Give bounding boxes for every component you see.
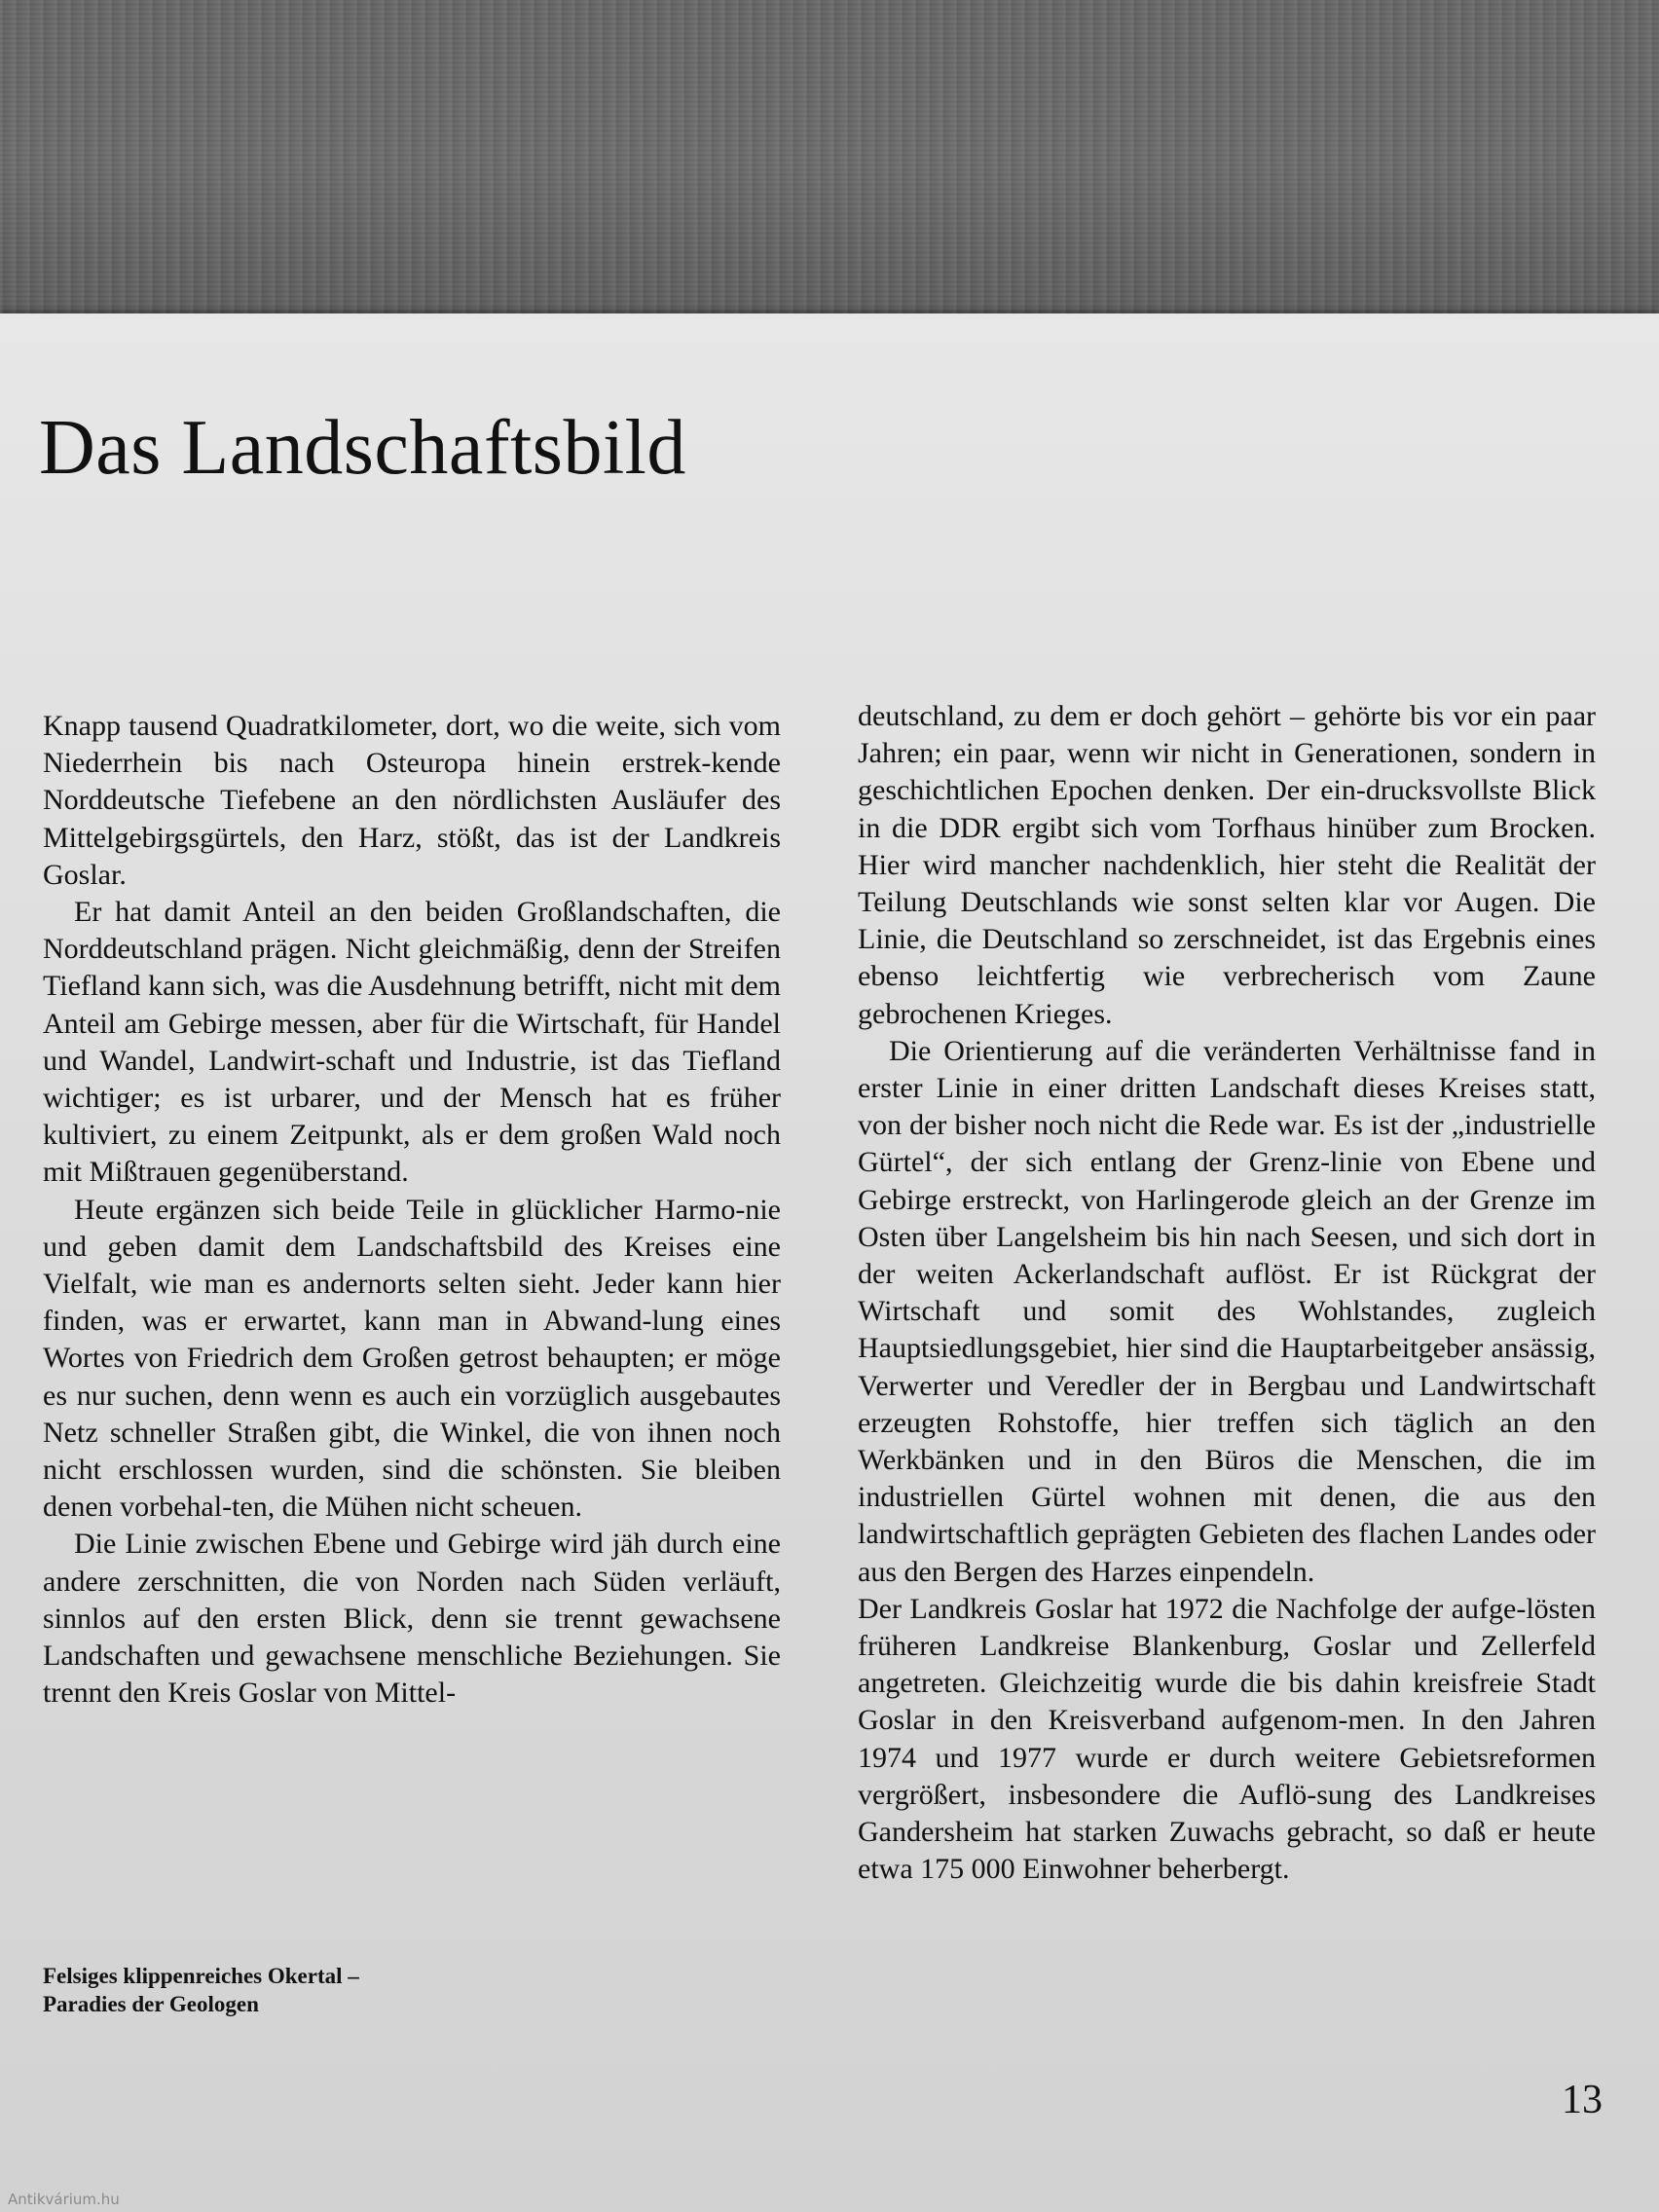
page-title: Das Landschaftsbild (39, 405, 686, 491)
paragraph: Er hat damit Anteil an den beiden Großlandschaften, die Norddeutschland prägen. Nicht gleichmäßig, denn der Streifen Tiefland kann sich, was die Ausdehnung betrifft, nicht mit dem Anteil am Gebirge messen, aber für die Wirtschaft, für Handel und Wandel, Landwirt-schaft und Industrie, ist das Tiefland wichtiger; es ist urbarer, und der Mensch hat es früher kultiviert, zu einem Zeitpunkt, als er dem großen Wald noch mit Mißtrauen gegenüberstand. (43, 896, 781, 1189)
background-surface (0, 0, 1659, 321)
caption-line: Felsiges klippenreiches Okertal – (43, 1964, 359, 1988)
paragraph: Die Linie zwischen Ebene und Gebirge wird jäh durch eine andere zerschnitten, die von Norden nach Süden verläuft, sinnlos auf den ersten Blick, denn sie trennt gewachsene Landschaften und gewachsene menschliche Beziehungen. Sie trennt den Kreis Goslar von Mittel- (43, 1528, 781, 1710)
paragraph: Heute ergänzen sich beide Teile in glücklicher Harmo-nie und geben damit dem Landschaftsbild des Kreises eine Vielfalt, wie man es andernorts selten sieht. Jeder kann hier finden, was er erwartet, kann man in Abwand-lung eines Wortes von Friedrich dem Großen getrost behaupten; er möge es nur suchen, denn wenn es auch ein vorzüglich ausgebautes Netz schneller Straßen gibt, die Winkel, die von ihnen noch nicht erschlossen wurden, sind die schönsten. Sie bleiben denen vorbehal-ten, die Mühen nicht scheuen. (43, 1193, 781, 1524)
paragraph: deutschland, zu dem er doch gehört – gehörte bis vor ein paar Jahren; ein paar, wenn wir nicht in Generationen, sondern in geschichtlichen Epochen denken. Der ein-drucksvollste Blick in die DDR ergibt sich vom Torfhaus hinüber zum Brocken. Hier wird mancher nachdenklich, hier steht die Realität der Teilung Deutschlands wie sonst selten klar vor Augen. Die Linie, die Deutschland so zerschneidet, ist das Ergebnis eines ebenso leichtfertig wie verbrecherisch vom Zaune gebrochenen Krieges. (858, 700, 1596, 1030)
watermark: Antikvárium.hu (8, 2191, 120, 2208)
page-number: 13 (1562, 2078, 1603, 2122)
text-column-left (43, 708, 781, 1712)
caption-line: Paradies der Geologen (43, 1992, 259, 2016)
text-column-right (858, 698, 1596, 1889)
paragraph: Die Orientierung auf die veränderten Verhältnisse fand in erster Linie in einer dritten Landschaft dieses Kreises statt, von der bisher noch nicht die Rede war. Es ist der „industrielle Gürtel“, der sich entlang der Grenz-linie von Ebene und Gebirge erstreckt, von Harlingerode gleich an der Grenze im Osten über Langelsheim bis hin nach Seesen, und sich dort in der weiten Ackerlandschaft auflöst. Er ist Rückgrat der Wirtschaft und somit des Wohlstandes, zugleich Hauptsiedlungsgebiet, hier sind die Hauptarbeitgeber ansässig, Verwerter und Veredler der in Bergbau und Landwirtschaft erzeugten Rohstoffe, hier treffen sich täglich an den Werkbänken und in den Büros die Menschen, die im industriellen Gürtel wohnen mit denen, die aus den landwirtschaftlich geprägten Gebieten des flachen Landes oder aus den Bergen des Harzes einpendeln. (858, 1034, 1596, 1588)
paragraph: Der Landkreis Goslar hat 1972 die Nachfolge der aufge-lösten früheren Landkreise Blankenburg, Goslar und Zellerfeld angetreten. Gleichzeitig wurde die bis dahin kreisfreie Stadt Goslar in den Kreisverband aufgenom-men. In den Jahren 1974 und 1977 wurde er durch weitere Gebietsreformen vergrößert, insbesondere die Auflö-sung des Landkreises Gandersheim hat starken Zuwachs gebracht, so daß er heute etwa 175 000 Einwohner beherbergt. (858, 1592, 1596, 1886)
image-caption (43, 1962, 491, 2018)
paragraph: Knapp tausend Quadratkilometer, dort, wo die weite, sich vom Niederrhein bis nach Osteuropa hinein erstrek-kende Norddeutsche Tiefebene an den nördlichsten Ausläufer des Mittelgebirgsgürtels, den Harz, stößt, das ist der Landkreis Goslar. (43, 710, 781, 891)
